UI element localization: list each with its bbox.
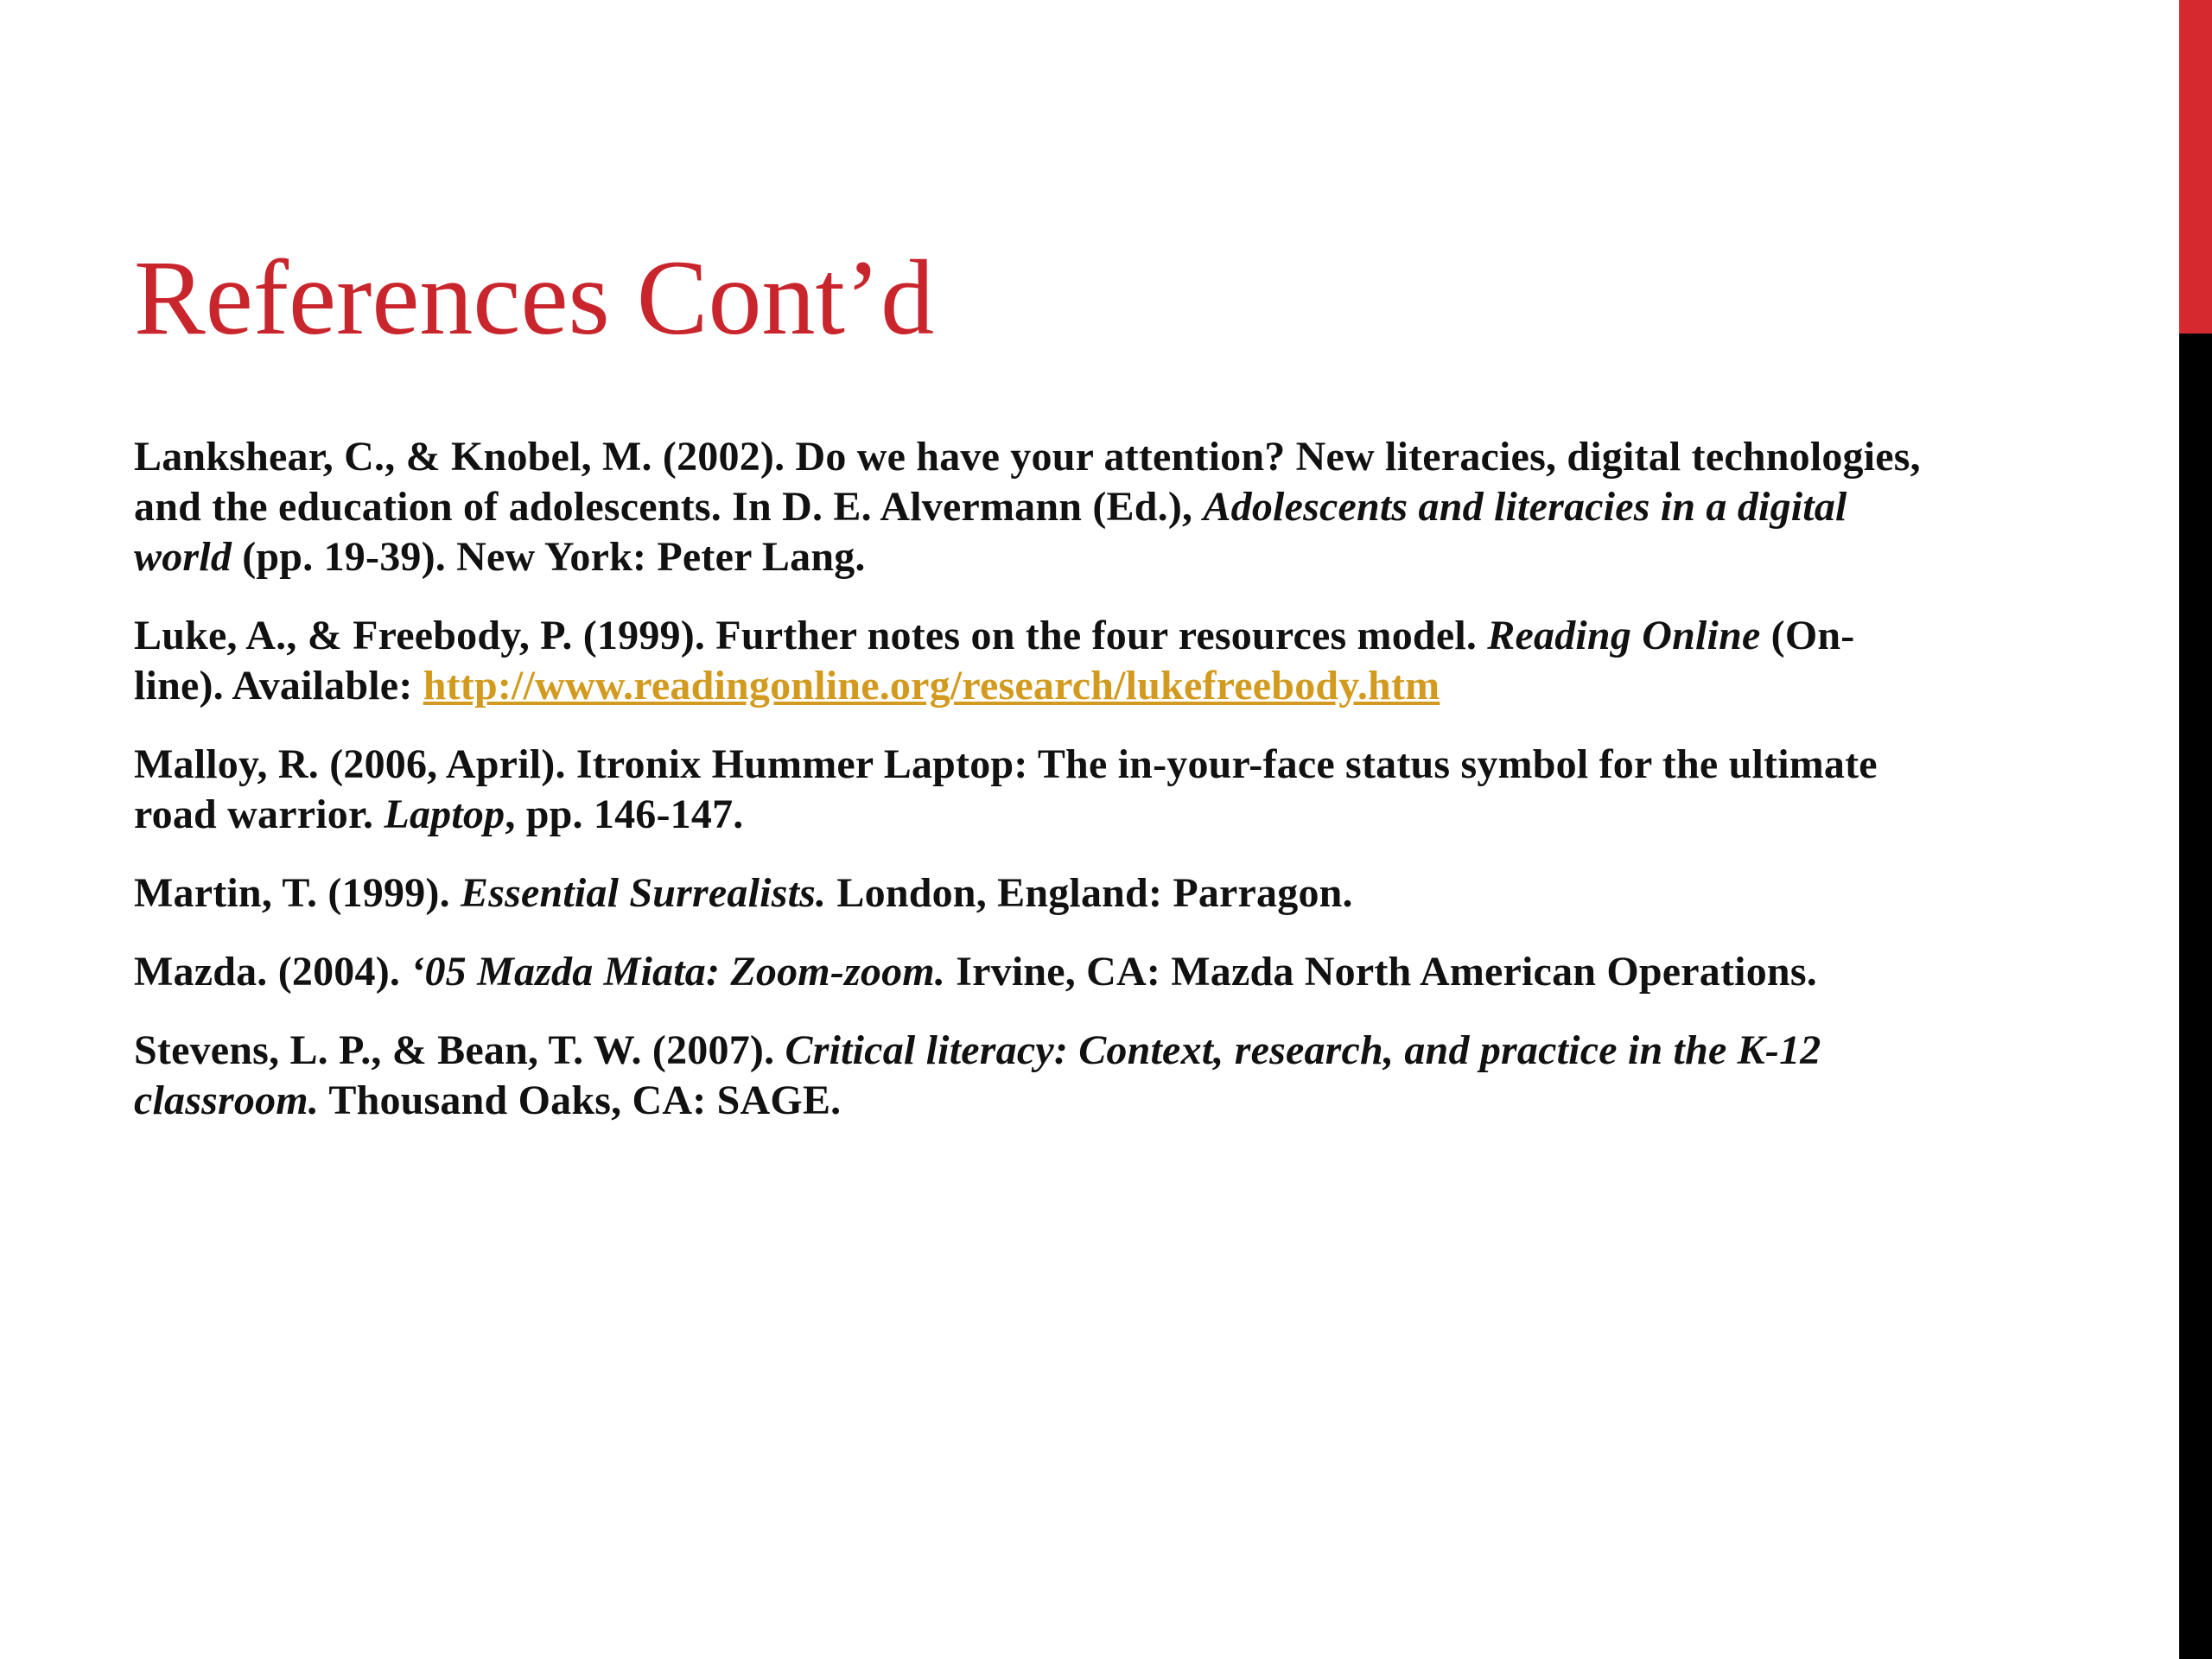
reference-item-mazda — [134, 947, 1931, 997]
reference-title: ‘05 Mazda Miata: Zoom-zoom. — [410, 949, 946, 995]
reference-item-lankshear — [134, 432, 1931, 582]
side-bar — [2179, 0, 2212, 1659]
reference-text: , pp. 146-147. — [505, 791, 744, 837]
reference-item-martin — [134, 868, 1931, 918]
reference-title: Critical literacy: Context, research, and practice in the K-12 classroom. — [134, 1027, 1821, 1123]
reference-link[interactable]: http://www.readingonline.org/research/lukefreebody.htm — [423, 663, 1440, 709]
reference-title: Adolescents and literacies in a digital world — [134, 484, 1847, 580]
reference-title: Laptop — [384, 791, 505, 837]
reference-text: (On-line). Available: — [134, 613, 1855, 709]
reference-text: Irvine, CA: Mazda North American Operations. — [945, 949, 1817, 995]
reference-text: Malloy, R. (2006, April). Itronix Hummer Laptop: The in-your-face status symbol for the ultimate road warrior. — [134, 741, 1878, 837]
reference-title: Essential Surrealists. — [460, 870, 827, 916]
reference-text: London, England: Parragon. — [826, 870, 1353, 916]
slide-title: References Cont’d — [134, 238, 935, 357]
reference-text: Mazda. (2004). — [134, 949, 411, 995]
reference-text: Lankshear, C., & Knobel, M. (2002). Do we have your attention? New literacies, digital technologies, and the education of adolescents. In D. E. Alvermann (Ed.), — [134, 434, 1921, 530]
reference-text: Stevens, L. P., & Bean, T. W. (2007). — [134, 1027, 785, 1073]
reference-text: Luke, A., & Freebody, P. (1999). Further notes on the four resources model. — [134, 613, 1488, 658]
side-bar-accent — [2179, 0, 2212, 334]
reference-text: Thousand Oaks, CA: SAGE. — [319, 1077, 842, 1123]
reference-item-malloy — [134, 740, 1931, 840]
reference-item-luke — [134, 611, 1931, 711]
reference-text: Martin, T. (1999). — [134, 870, 461, 916]
reference-text: (pp. 19-39). New York: Peter Lang. — [232, 534, 866, 580]
reference-title: Reading Online — [1487, 613, 1761, 658]
reference-item-stevens — [134, 1026, 1931, 1126]
reference-list — [134, 432, 1931, 1154]
